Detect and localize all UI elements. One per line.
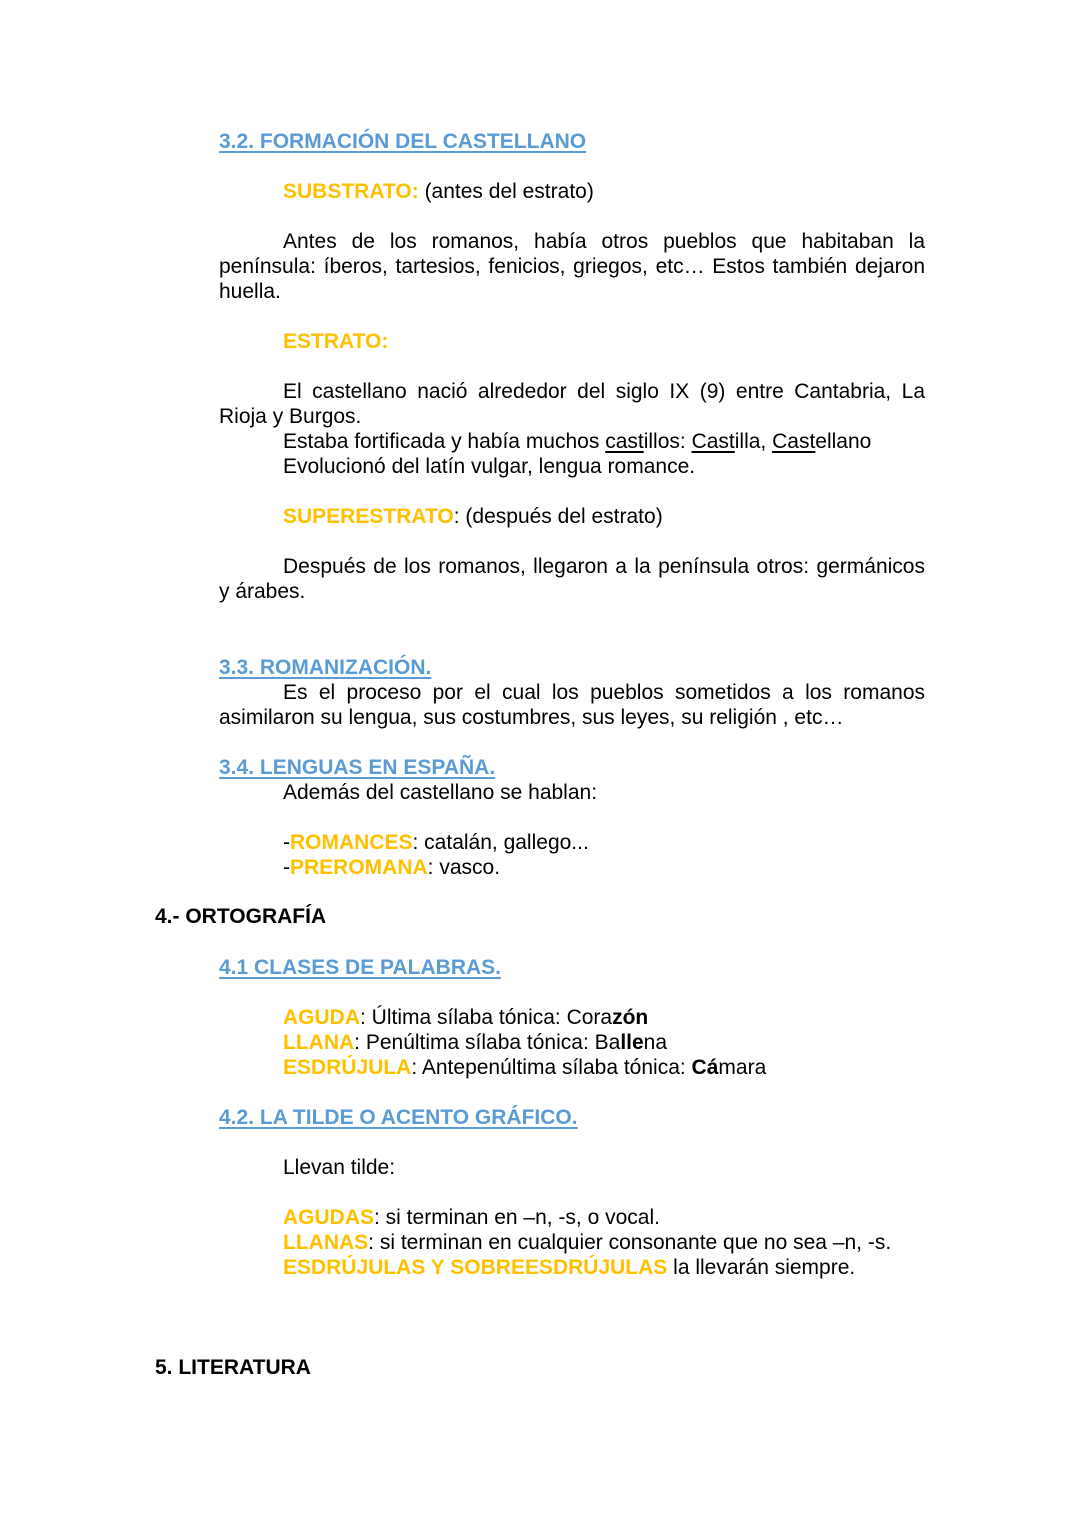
estrato-paragraph: El castellano nació alrededor del siglo IX (9) entre Cantabria, La Rioja y Burgos. (219, 380, 925, 428)
substrato-line (283, 179, 594, 204)
romances-line: -ROMANCES: catalán, gallego... (283, 831, 589, 854)
substrato-label: SUBSTRATO: (283, 180, 419, 203)
section-4-title: 4.- ORTOGRAFÍA (155, 905, 327, 928)
section-3-2-title: 3.2. FORMACIÓN DEL CASTELLANO (219, 130, 587, 153)
preromana-line: -PREROMANA: vasco. (283, 856, 501, 879)
section-4-1-title: 4.1 CLASES DE PALABRAS. (219, 956, 501, 979)
llanas-line: LLANAS: si terminan en cualquier consonante que no sea –n, -s. (283, 1231, 892, 1254)
section-3-3-title: 3.3. ROMANIZACIÓN. (219, 656, 432, 679)
aguda-line: AGUDA: Última sílaba tónica: Corazón (283, 1006, 649, 1029)
fortificada-line: Estaba fortificada y había muchos castillos: Castilla, Castellano (283, 430, 872, 453)
superestrato-line (283, 504, 663, 529)
evoluciono-line: Evolucionó del latín vulgar, lengua romance. (283, 455, 696, 478)
substrato-paragraph: Antes de los romanos, había otros pueblos que habitaban la península: íberos, tartesios, fenicios, griegos, etc… Estos también dejaron huella. (219, 230, 925, 303)
esdrujula-line: ESDRÚJULA: Antepenúltima sílaba tónica: Cámara (283, 1056, 767, 1079)
romanizacion-paragraph: Es el proceso por el cual los pueblos sometidos a los romanos asimilaron su lengua, sus costumbres, sus leyes, su religión , etc… (219, 681, 925, 729)
section-5-title: 5. LITERATURA (155, 1356, 311, 1379)
section-4-2-title: 4.2. LA TILDE O ACENTO GRÁFICO. (219, 1106, 578, 1129)
superestrato-label: SUPERESTRATO (283, 505, 454, 528)
agudas-line: AGUDAS: si terminan en –n, -s, o vocal. (283, 1206, 660, 1229)
superestrato-paragraph: Después de los romanos, llegaron a la península otros: germánicos y árabes. (219, 555, 925, 603)
esdrujulas-line: ESDRÚJULAS Y SOBREESDRÚJULAS la llevarán siempre. (283, 1256, 856, 1279)
lenguas-intro: Además del castellano se hablan: (283, 781, 598, 804)
tilde-intro: Llevan tilde: (283, 1156, 396, 1179)
llana-line: LLANA: Penúltima sílaba tónica: Ballena (283, 1031, 668, 1054)
estrato-label: ESTRATO: (283, 330, 389, 353)
section-3-4-title: 3.4. LENGUAS EN ESPAÑA. (219, 756, 496, 779)
superestrato-note: : (después del estrato) (453, 505, 663, 528)
substrato-note: (antes del estrato) (418, 180, 594, 203)
